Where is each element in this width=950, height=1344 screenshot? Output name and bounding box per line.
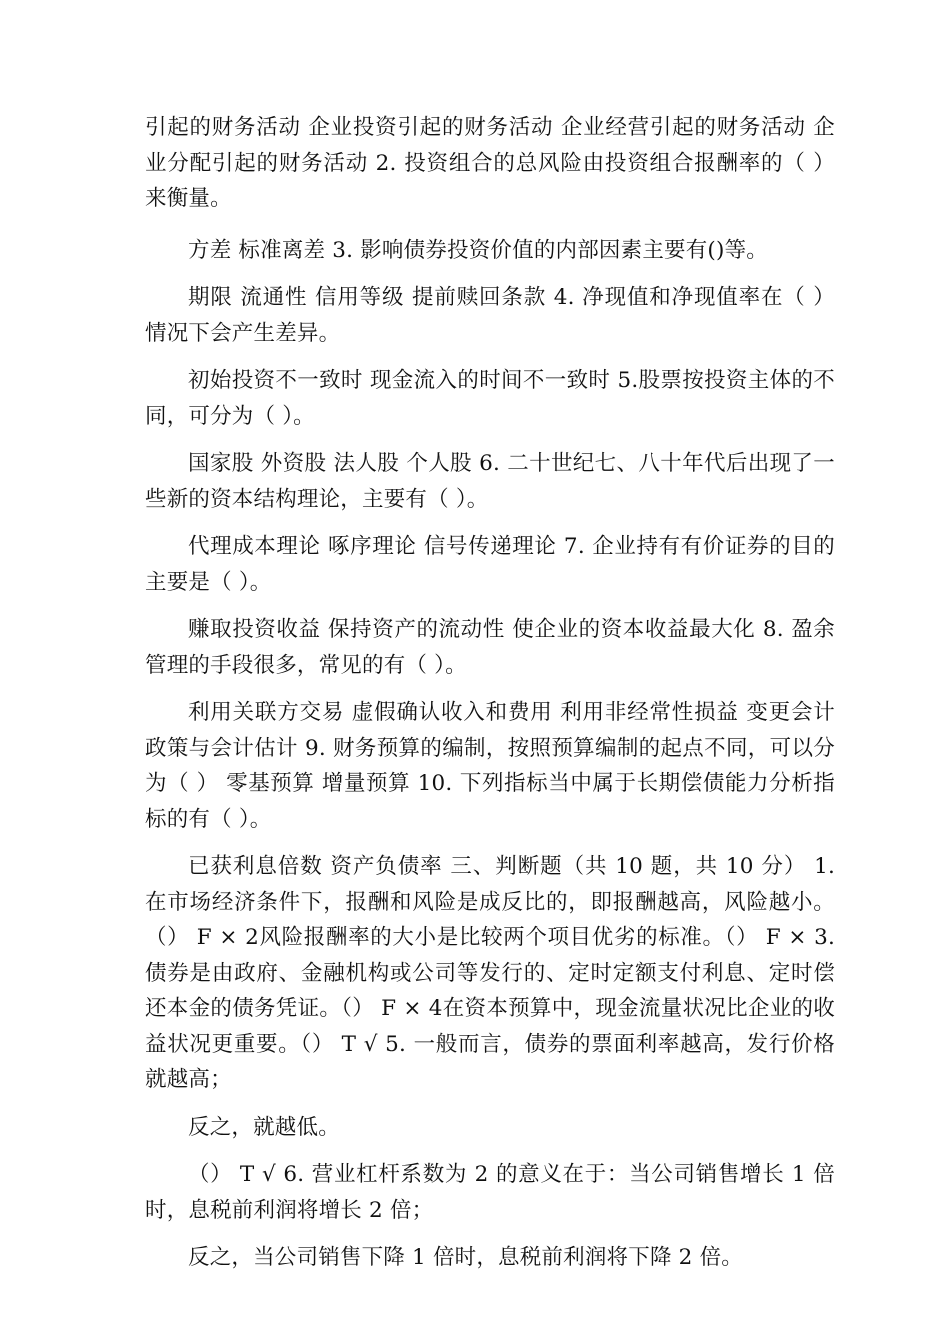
paragraph-6: 代理成本理论 啄序理论 信号传递理论 7. 企业持有有价证券的目的主要是（ ）。 [145, 534, 835, 595]
paragraph-8: 利用关联方交易 虚假确认收入和费用 利用非经常性损益 变更会计政策与会计估计 9. 财务预算的编制，按照预算编制的起点不同，可以分为（ ） 零基预算 增量预算 10. 下列指标当中属于长期偿债能力分析指标的有（ ）。 [145, 700, 835, 832]
paragraph-3: 期限 流通性 信用等级 提前赎回条款 4. 净现值和净现值率在（ ）情况下会产生差异。 [145, 285, 835, 346]
document-page [145, 110, 835, 1288]
paragraph-2: 方差 标准离差 3. 影响债券投资价值的内部因素主要有()等。 [188, 237, 768, 263]
paragraph-4: 初始投资不一致时 现金流入的时间不一致时 5.股票按投资主体的不同，可分为（ ）。 [145, 368, 835, 429]
paragraph-9: 已获利息倍数 资产负债率 三、判断题（共 10 题，共 10 分） 1. 在市场经济条件下，报酬和风险是成反比的，即报酬越高，风险越小。（） F × 2风险报酬率的大小是比较两个项目优劣的标准。（） F × 3. 债券是由政府、金融机构或公司等发行的、定时定额支付利息、定时偿还本金的债务凭证。（） F × 4在资本预算中，现金流量状况比企业的收益状况更重要。（） T √ 5. 一般而言，债券的票面利率越高，发行价格就越高； [145, 854, 835, 1092]
paragraph-10: 反之，就越低。 [188, 1114, 340, 1140]
paragraph-5: 国家股 外资股 法人股 个人股 6. 二十世纪七、八十年代后出现了一些新的资本结构理论，主要有（ ）。 [145, 451, 835, 512]
paragraph-7: 赚取投资收益 保持资产的流动性 使企业的资本收益最大化 8. 盈余管理的手段很多，常见的有（ ）。 [145, 617, 835, 678]
paragraph-11: （） T √ 6. 营业杠杆系数为 2 的意义在于：当公司销售增长 1 倍时，息税前利润将增长 2 倍； [145, 1162, 835, 1223]
paragraph-1: 引起的财务活动 企业投资引起的财务活动 企业经营引起的财务活动 企业分配引起的财务活动 2. 投资组合的总风险由投资组合报酬率的（ ）来衡量。 [145, 115, 835, 211]
paragraph-12: 反之，当公司销售下降 1 倍时，息税前利润将下降 2 倍。 [188, 1245, 743, 1270]
